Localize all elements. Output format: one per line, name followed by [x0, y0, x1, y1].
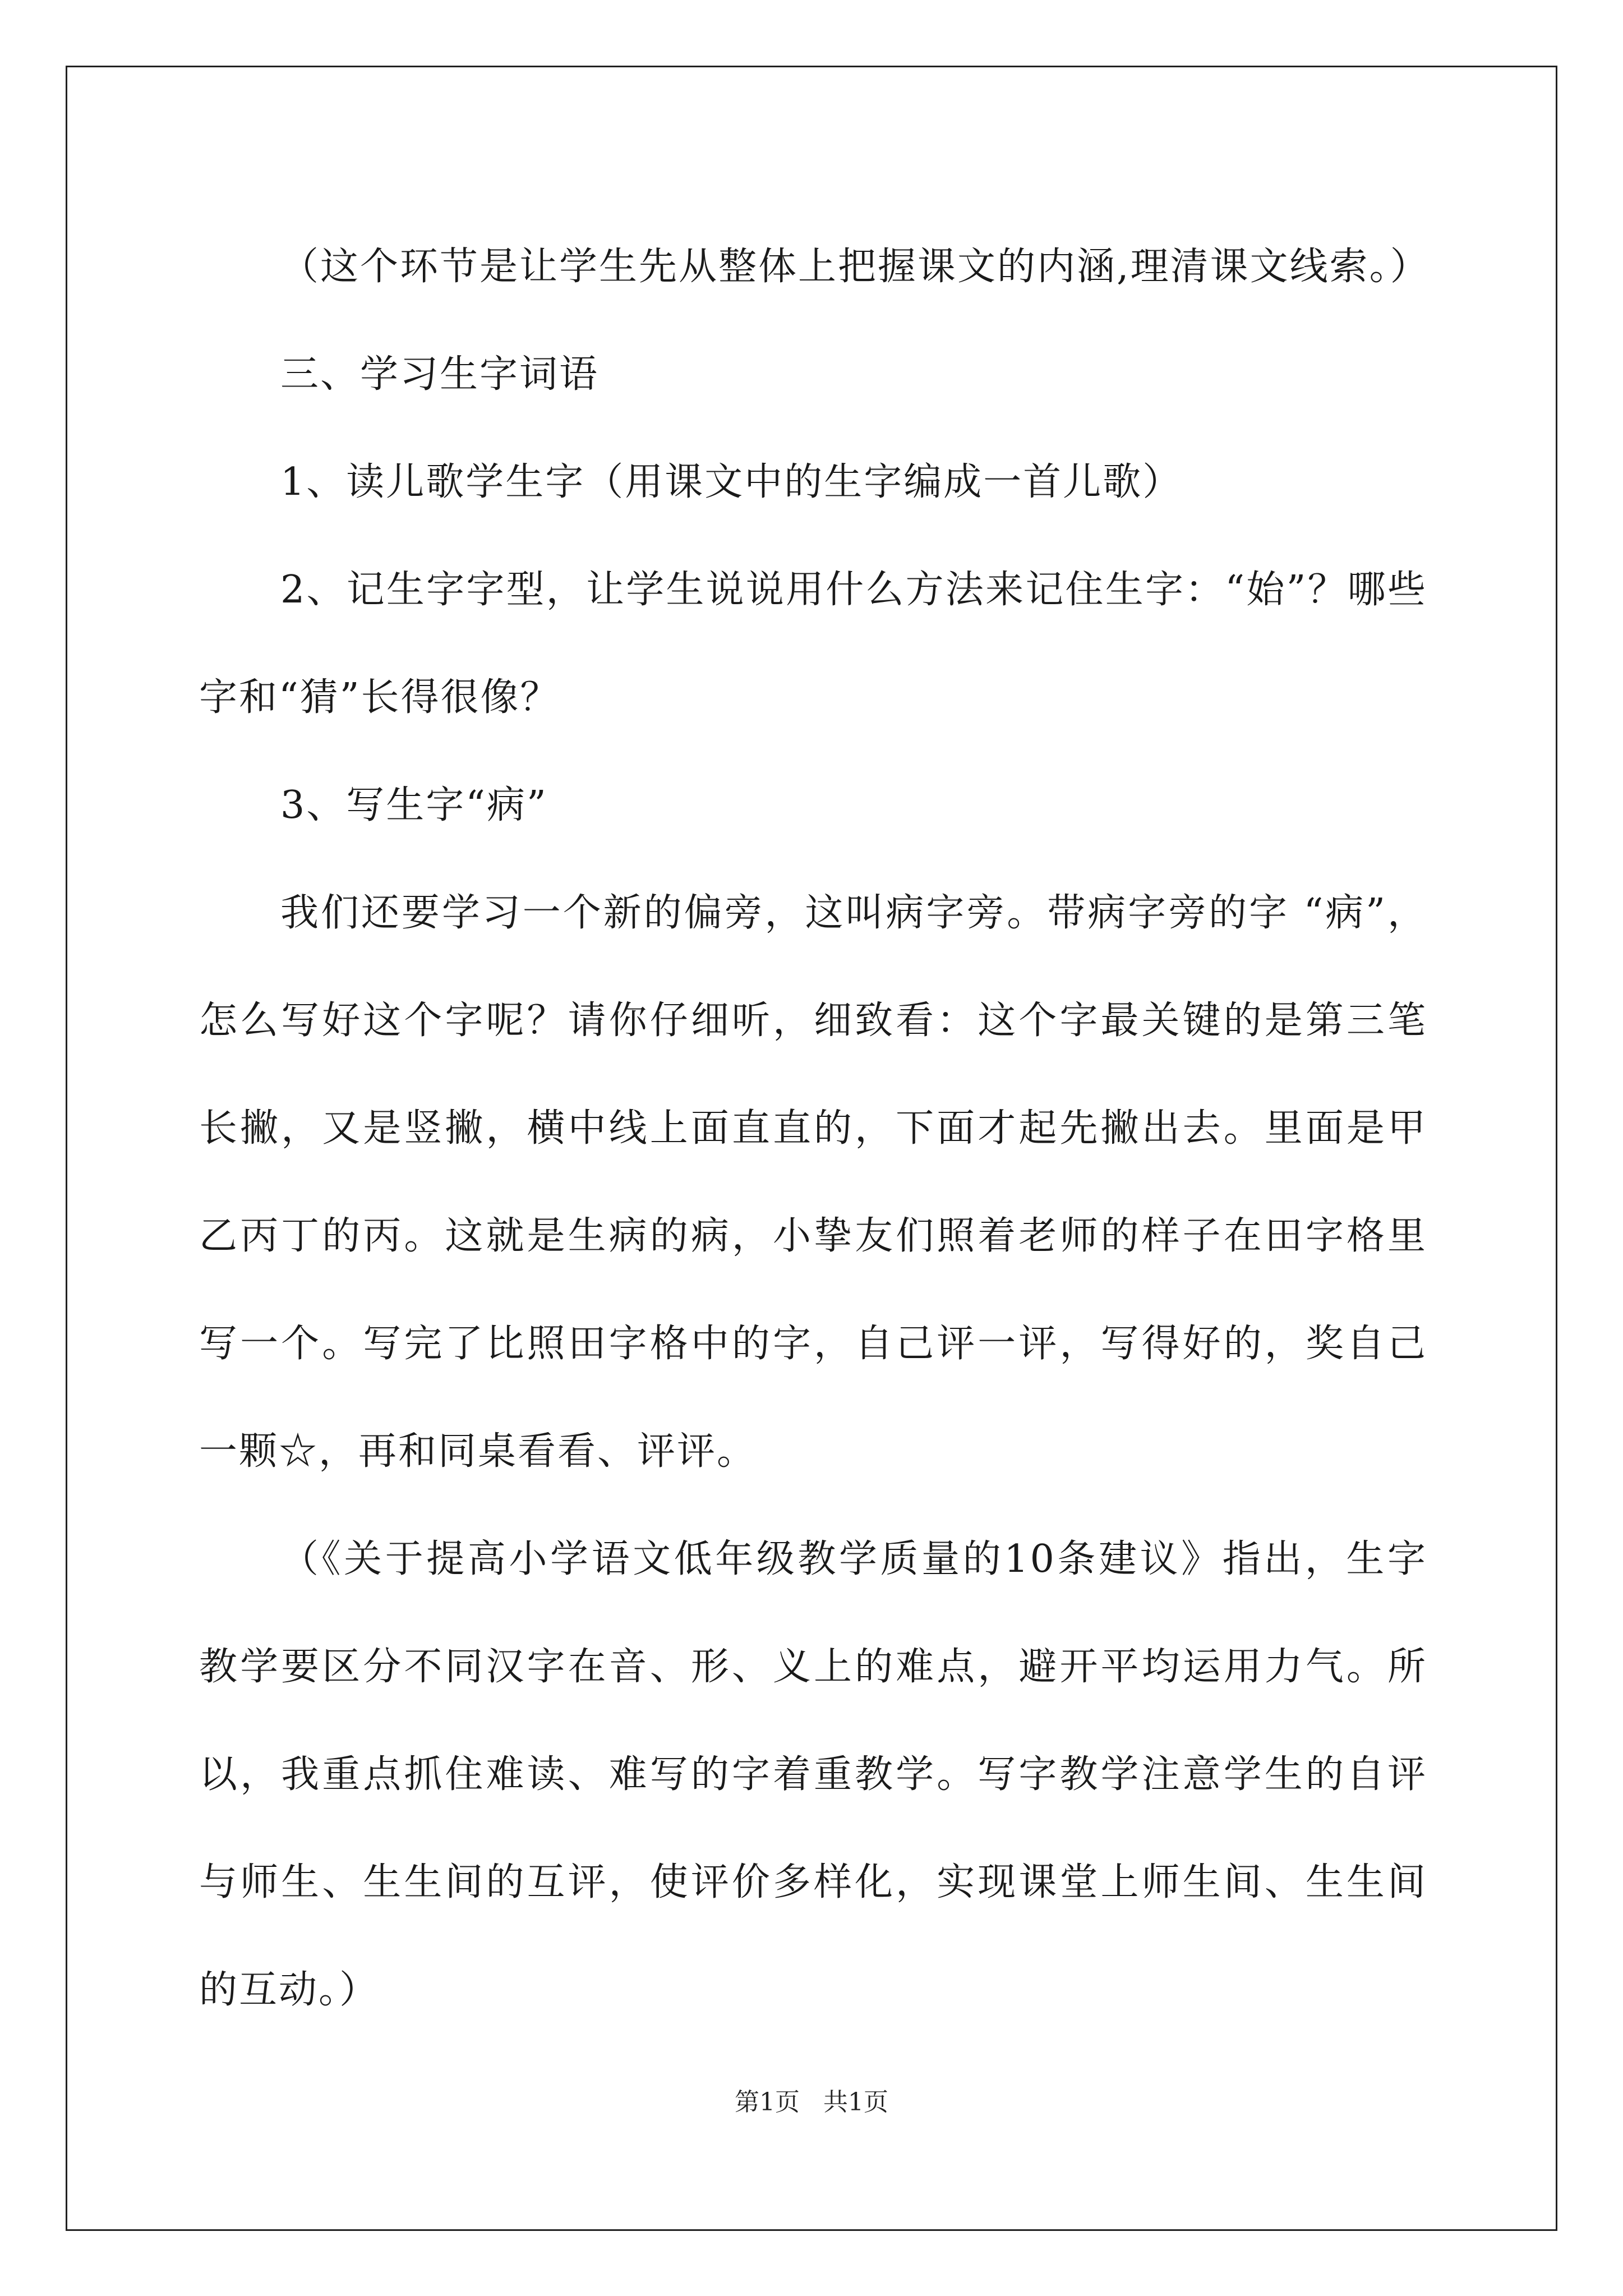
section-heading-vocabulary: 三、学习生字词语: [280, 352, 600, 397]
paragraph-step-1: 1、读儿歌学生字（用课文中的生字编成一首儿歌）: [280, 460, 1183, 504]
paragraph-step-2: 2、记生字字型，让学生说说用什么方法来记住生字：“始”？哪些字和“猜”长得很像？: [199, 568, 1427, 720]
page-footer: [0, 2086, 1623, 2119]
paragraph-radical-lesson: 我们还要学习一个新的偏旁，这叫病字旁。带病字旁的字 “病”，怎么写好这个字呢？请你仔细听，细致看：这个字最关键的是第三笔长撇，又是竖撇，横中线上面直直的，下面才起先撇出去。里面是甲乙丙丁的丙。这就是生病的病，小挚友们照着老师的样子在田字格里写一个。写完了比照田字格中的字，自己评一评，写得好的，奖自己一颗☆，再和同桌看看、评评。: [199, 891, 1427, 1474]
page-number-total: 共1页: [823, 2088, 888, 2116]
paragraph-note-guidelines: （《关于提高小学语文低年级教学质量的10条建议》指出，生字教学要区分不同汉字在音、形、义上的难点，避开平均运用力气。所以，我重点抓住难读、难写的字着重教学。写字教学注意学生的自评与师生、生生间的互评，使评价多样化，实现课堂上师生间、生生间的互动。）: [199, 1537, 1427, 2012]
page-number-current: 第1页: [735, 2088, 800, 2116]
document-body: [199, 213, 1430, 2044]
paragraph-step-3: 3、写生字“病”: [280, 783, 548, 827]
paragraph-note-overview: （这个环节是让学生先从整体上把握课文的内涵,理清课文线索。）: [280, 245, 1430, 289]
